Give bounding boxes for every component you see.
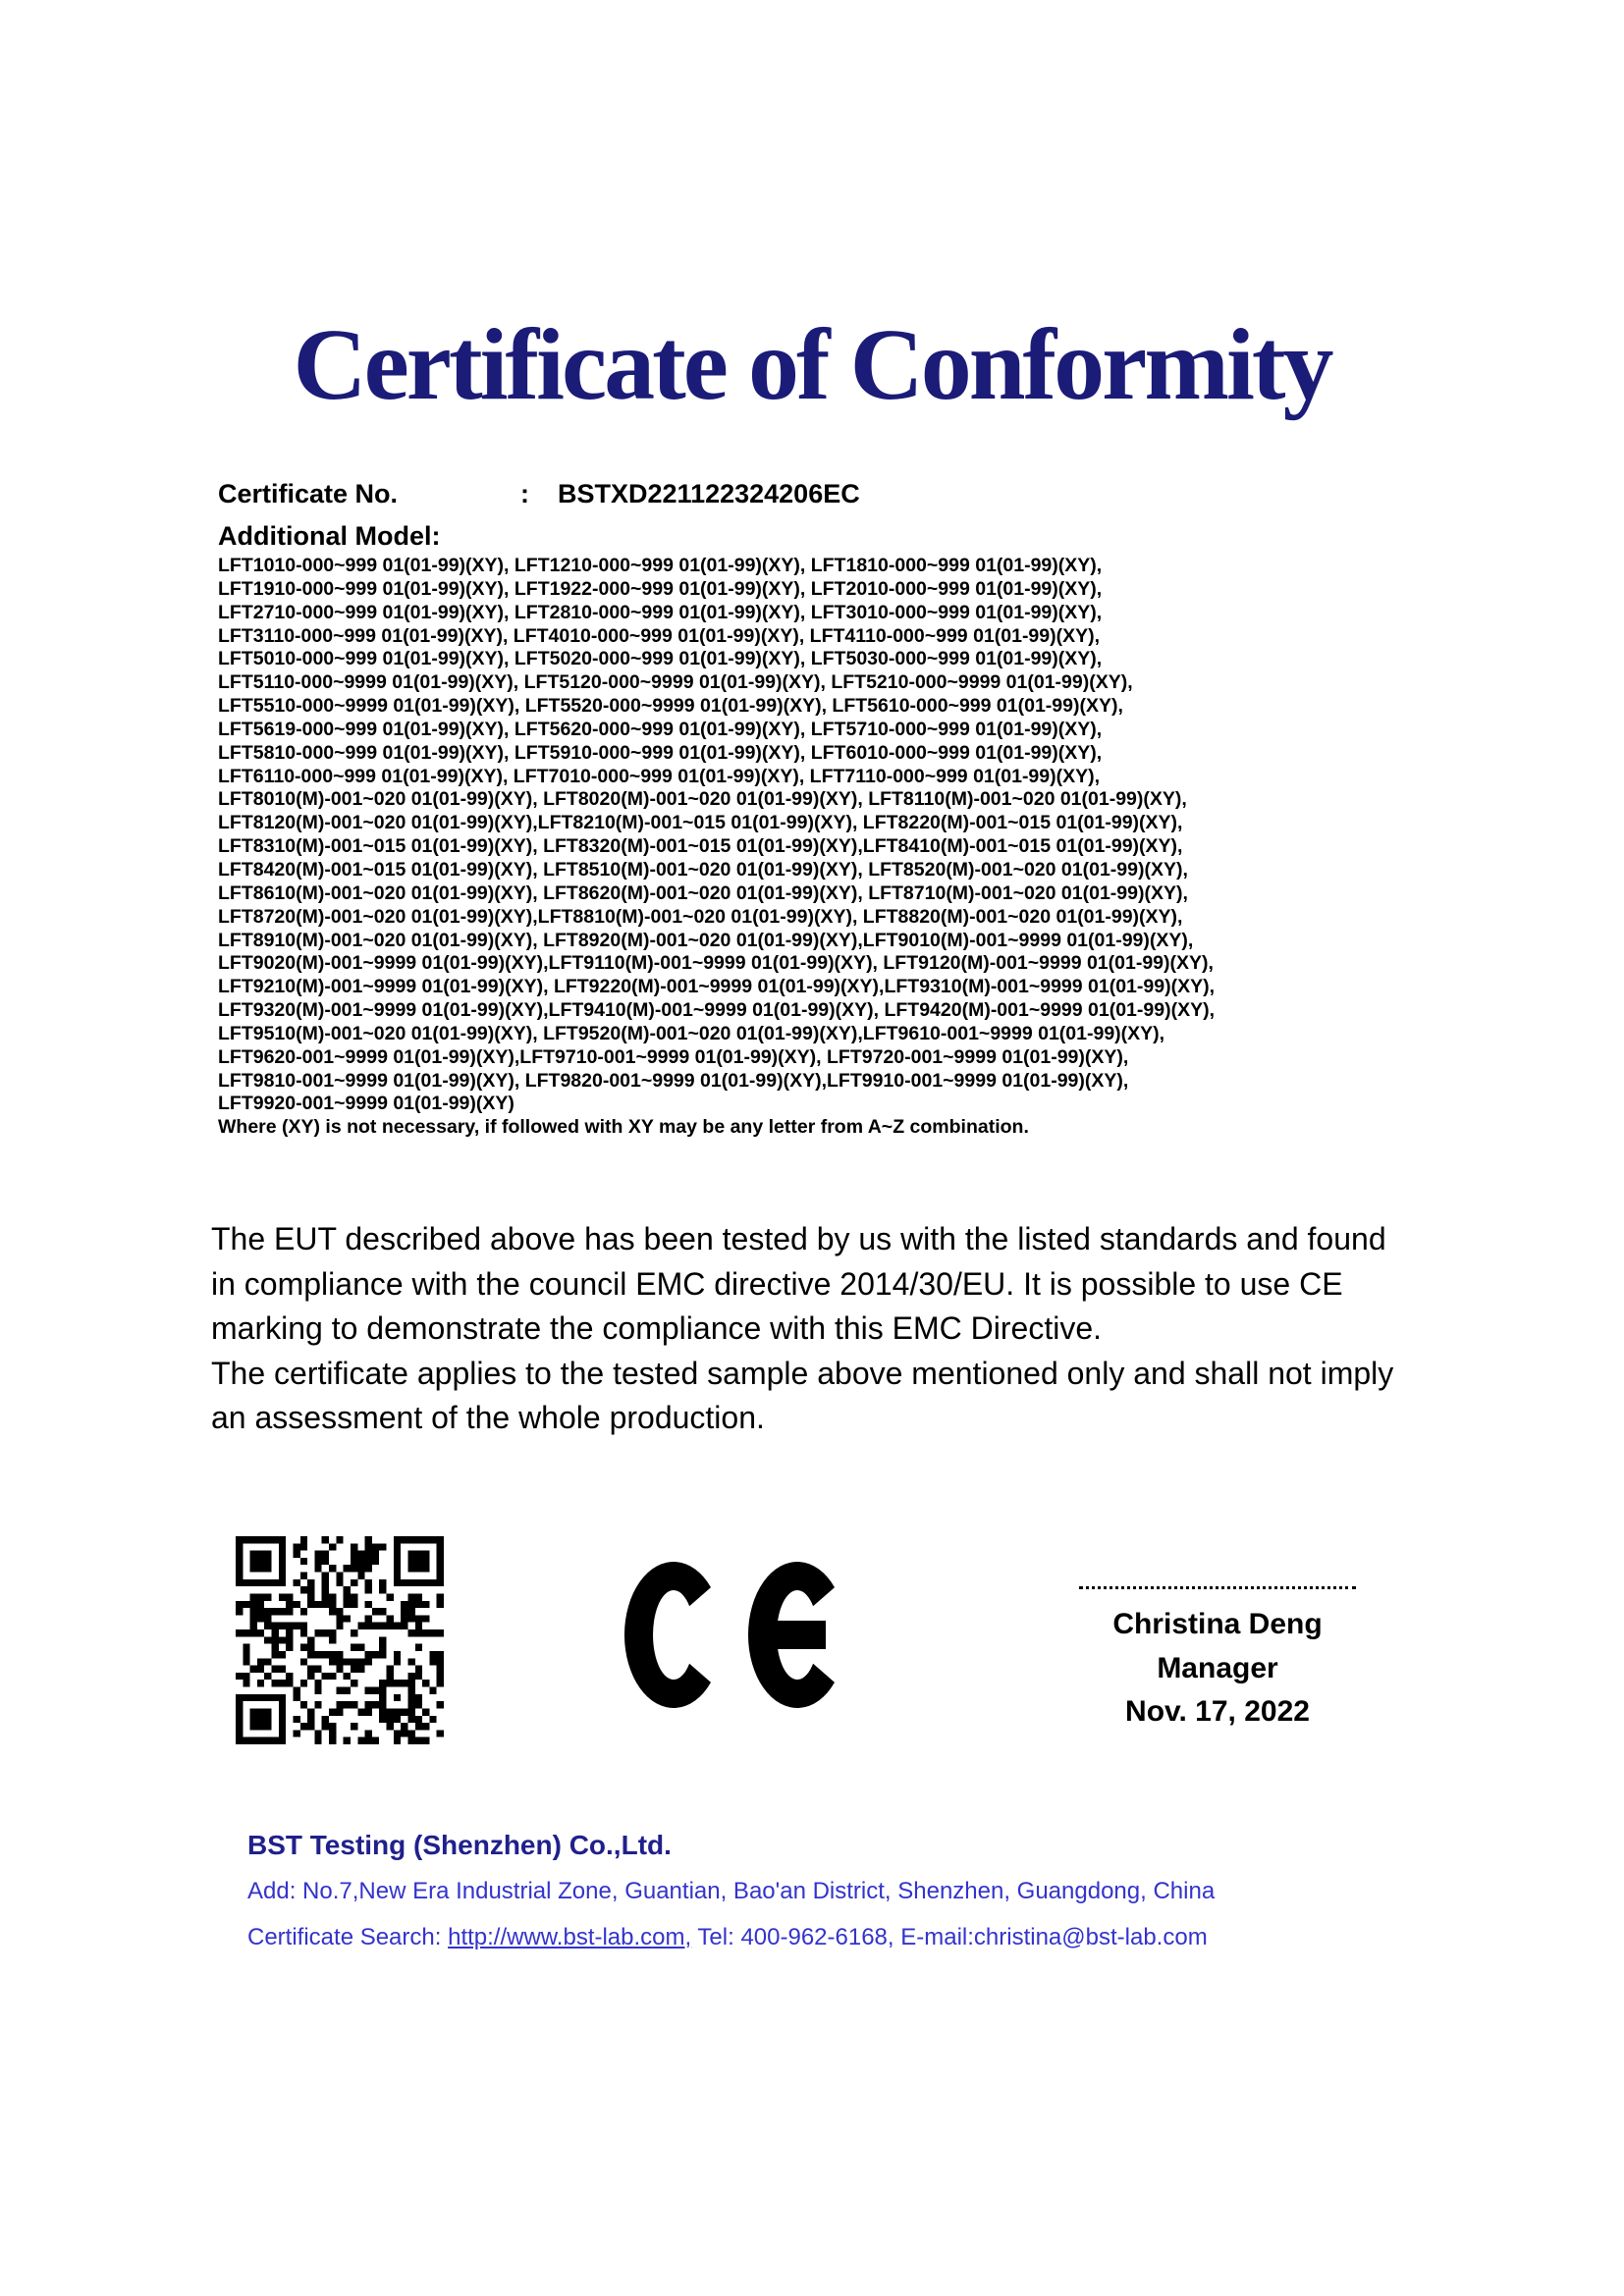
company-address: Add: No.7,New Era Industrial Zone, Guantian, Bao'an District, Shenzhen, Guangdong, China bbox=[247, 1878, 1216, 1904]
ce-mark-icon bbox=[624, 1562, 836, 1708]
text-line: marking to demonstrate the compliance with this EMC Directive. bbox=[211, 1310, 1103, 1347]
certificate-number-value: BSTXD221122324206EC bbox=[558, 479, 860, 508]
text-line: LFT5619-000~999 01(01-99)(XY), LFT5620-000~999 01(01-99)(XY), LFT5710-000~999 01(01-99)(XY), bbox=[218, 718, 1103, 740]
text-line: The certificate applies to the tested sample above mentioned only and shall not imply bbox=[211, 1355, 1394, 1391]
certificate-number-row bbox=[218, 477, 860, 510]
text-line: The EUT described above has been tested by us with the listed standards and found bbox=[211, 1221, 1386, 1256]
certificate-number-label: Certificate No. bbox=[218, 479, 399, 508]
text-line: LFT9320(M)-001~9999 01(01-99)(XY),LFT9410(M)-001~9999 01(01-99)(XY), LFT9420(M)-001~9999 01(01-99)(XY), bbox=[218, 999, 1215, 1022]
additional-model-list bbox=[218, 555, 1455, 1116]
additional-model-label: Additional Model: bbox=[218, 521, 441, 551]
text-line: LFT8120(M)-001~020 01(01-99)(XY),LFT8210(M)-001~015 01(01-99)(XY), LFT8220(M)-001~015 01(01-99)(XY), bbox=[218, 812, 1183, 834]
text-line: LFT1010-000~999 01(01-99)(XY), LFT1210-000~999 01(01-99)(XY), LFT1810-000~999 01(01-99)(XY), bbox=[218, 555, 1103, 576]
text-line: LFT8310(M)-001~015 01(01-99)(XY), LFT8320(M)-001~015 01(01-99)(XY),LFT8410(M)-001~015 01(01-99)(XY), bbox=[218, 835, 1183, 858]
conformity-statement bbox=[211, 1217, 1478, 1441]
text-line: LFT1910-000~999 01(01-99)(XY), LFT1922-000~999 01(01-99)(XY), LFT2010-000~999 01(01-99)(XY), bbox=[218, 577, 1103, 600]
signature-dotted-line bbox=[1079, 1586, 1356, 1589]
text-line: LFT5510-000~9999 01(01-99)(XY), LFT5520-000~9999 01(01-99)(XY), LFT5610-000~999 01(01-99)(XY), bbox=[218, 695, 1123, 718]
text-line: LFT5810-000~999 01(01-99)(XY), LFT5910-000~999 01(01-99)(XY), LFT6010-000~999 01(01-99)(XY), bbox=[218, 741, 1103, 764]
footer bbox=[247, 1830, 1215, 1951]
page-title: Certificate of Conformity bbox=[293, 308, 1331, 421]
text-line: LFT9810-001~9999 01(01-99)(XY), LFT9820-001~9999 01(01-99)(XY),LFT9910-001~9999 01(01-99)(XY), bbox=[218, 1069, 1129, 1092]
text-line: LFT2710-000~999 01(01-99)(XY), LFT2810-000~999 01(01-99)(XY), LFT3010-000~999 01(01-99)(XY), bbox=[218, 601, 1103, 623]
certificate-search-line bbox=[247, 1924, 1215, 1951]
text-line: LFT8720(M)-001~020 01(01-99)(XY),LFT8810(M)-001~020 01(01-99)(XY), LFT8820(M)-001~020 01(01-99)(XY), bbox=[218, 905, 1183, 928]
certificate-search-link[interactable]: http://www.bst-lab.com, bbox=[448, 1924, 692, 1950]
text-line: LFT8010(M)-001~020 01(01-99)(XY), LFT8020(M)-001~020 01(01-99)(XY), LFT8110(M)-001~020 01(01-99)(XY), bbox=[218, 788, 1187, 811]
company-name: BST Testing (Shenzhen) Co.,Ltd. bbox=[247, 1830, 672, 1860]
text-line: LFT8910(M)-001~020 01(01-99)(XY), LFT8920(M)-001~020 01(01-99)(XY),LFT9010(M)-001~9999 01(01-99)(XY), bbox=[218, 929, 1194, 951]
text-line: LFT9510(M)-001~020 01(01-99)(XY), LFT9520(M)-001~020 01(01-99)(XY),LFT9610-001~9999 01(01-99)(XY), bbox=[218, 1022, 1165, 1044]
certificate-search-label: Certificate Search: bbox=[247, 1924, 449, 1950]
signatory-name: Christina Deng bbox=[1112, 1608, 1323, 1640]
qr-code bbox=[236, 1536, 444, 1744]
text-line: LFT5110-000~9999 01(01-99)(XY), LFT5120-000~9999 01(01-99)(XY), LFT5210-000~9999 01(01-99)(XY), bbox=[218, 671, 1133, 694]
certificate-number-separator: : bbox=[520, 479, 529, 508]
text-line: LFT8610(M)-001~020 01(01-99)(XY), LFT8620(M)-001~020 01(01-99)(XY), LFT8710(M)-001~020 01(01-99)(XY), bbox=[218, 881, 1188, 904]
text-line: an assessment of the whole production. bbox=[211, 1400, 765, 1436]
text-line: LFT9920-001~9999 01(01-99)(XY) bbox=[218, 1093, 514, 1115]
text-line: LFT3110-000~999 01(01-99)(XY), LFT4010-000~999 01(01-99)(XY), LFT4110-000~999 01(01-99)(XY), bbox=[218, 624, 1101, 647]
text-line: LFT9020(M)-001~9999 01(01-99)(XY),LFT9110(M)-001~9999 01(01-99)(XY), LFT9120(M)-001~9999 01(01-99)(XY), bbox=[218, 952, 1214, 975]
text-line: LFT6110-000~999 01(01-99)(XY), LFT7010-000~999 01(01-99)(XY), LFT7110-000~999 01(01-99)(XY), bbox=[218, 765, 1101, 787]
signatory-title: Manager bbox=[1157, 1651, 1278, 1684]
text-line: LFT5010-000~999 01(01-99)(XY), LFT5020-000~999 01(01-99)(XY), LFT5030-000~999 01(01-99)(XY), bbox=[218, 648, 1103, 670]
model-xy-note: Where (XY) is not necessary, if followed with XY may be any letter from A~Z combination. bbox=[218, 1116, 1029, 1138]
signature-block bbox=[1070, 1586, 1365, 1735]
text-line: LFT8420(M)-001~015 01(01-99)(XY), LFT8510(M)-001~020 01(01-99)(XY), LFT8520(M)-001~020 01(01-99)(XY), bbox=[218, 858, 1188, 881]
signature-date: Nov. 17, 2022 bbox=[1125, 1695, 1310, 1728]
contact-info: Tel: 400-962-6168, E-mail:christina@bst-lab.com bbox=[691, 1924, 1208, 1950]
text-line: in compliance with the council EMC directive 2014/30/EU. It is possible to use CE bbox=[211, 1265, 1343, 1302]
text-line: LFT9620-001~9999 01(01-99)(XY),LFT9710-001~9999 01(01-99)(XY), LFT9720-001~9999 01(01-99)(XY), bbox=[218, 1045, 1129, 1068]
text-line: LFT9210(M)-001~9999 01(01-99)(XY), LFT9220(M)-001~9999 01(01-99)(XY),LFT9310(M)-001~9999 01(01-99)(XY), bbox=[218, 976, 1215, 998]
